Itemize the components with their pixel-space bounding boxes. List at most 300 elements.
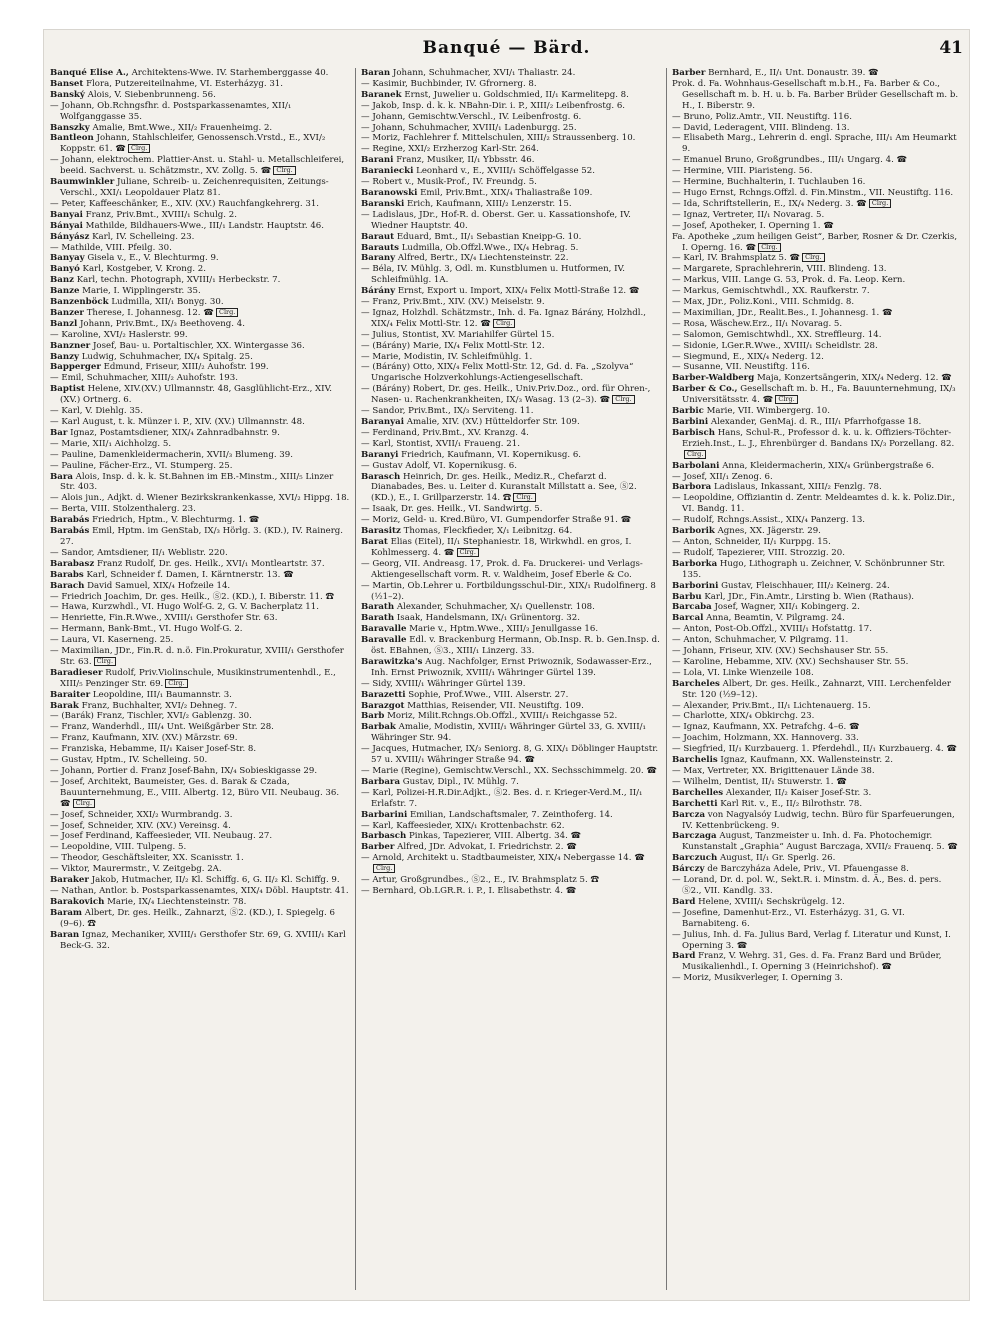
- entry-text: Erich, Kaufmann, XIII/₂ Lenzerstr. 15.: [406, 198, 572, 209]
- entry-text: von Nagyalsóy Ludwig, techn. Büro für Sparfeuerungen, IV. Kettenbrückeng. 9.: [682, 809, 955, 831]
- entry-headword: Bar: [50, 427, 68, 438]
- entry-text: — Sandor, Priv.Bmt., IX/₃ Serviteng. 11.: [361, 406, 534, 417]
- entry-text: — Josef, Schneider, XIV. (XV.) Vereinsg. 4.: [50, 820, 231, 831]
- entry-headword: Barber: [672, 68, 706, 78]
- entry-text: Amalie, Bmt.Wwe., XII/₂ Frauenheimg. 2.: [92, 122, 273, 133]
- entry-headword: Bard: [672, 896, 696, 907]
- directory-entry: [50, 907, 350, 930]
- clearing-badge: Clrg.: [457, 548, 479, 557]
- telephone-icon: ☎: [441, 547, 455, 558]
- directory-entry: [361, 68, 661, 79]
- entry-headword: Barborka: [672, 558, 718, 569]
- entry-text: Amalie, XIV. (XV.) Hütteldorfer Str. 109.: [406, 417, 580, 427]
- entry-text: Marie, VII. Wimbergerg. 10.: [706, 406, 830, 417]
- entry-headword: Banyó: [50, 264, 80, 275]
- entry-text: — Hermann, Bank-Bmt., VI. Hugo Wolf-G. 2.: [50, 624, 243, 635]
- entry-text: — Karl, Kaffeesieder, XIX/₁ Krottenbachstr. 62.: [361, 820, 565, 831]
- directory-entry: [361, 449, 661, 461]
- entry-text: — Julius, Stontist, XV. Mariahilfer Gürtel 15.: [361, 329, 555, 340]
- clearing-badge: Clrg.: [684, 450, 706, 459]
- entry-text: — Pauline, Damenkleidermacherin, XVII/₃ Blumeng. 39.: [50, 449, 293, 460]
- entry-text: — Lola, VI. Linke Wienzeile 108.: [672, 667, 814, 678]
- entry-text: — Anton, Post-Ob.Offzl., XVIII/₁ Hofstattg. 17.: [672, 624, 872, 635]
- entry-text: — Josef, Architekt, Baumeister, Ges. d. Barak & Czada, Bauunternehmung, E., VIII. Albertg. 12, Büro VII. Neubaug. 36.: [50, 776, 340, 798]
- directory-entry: [50, 449, 350, 461]
- entry-text: — Rosa, Wäschew.Erz., II/₁ Novarag. 5.: [672, 318, 843, 329]
- directory-entry: [672, 624, 963, 635]
- telephone-icon: ☎: [562, 885, 577, 896]
- entry-text: Emilian, Landschaftsmaler, 7. Zeinthoferg. 14.: [409, 809, 613, 820]
- entry-text: — Maximilian, JDr., Fin.R. d. n.ö. Fin.Prokuratur, XVIII/₁ Gersthofer Str. 63.: [50, 646, 344, 667]
- entry-text: — Lorand, Dr. d. pol. W., Sekt.R. i. Minstm. d. Ä., Bes. d. pers. Ⓢ2., VII. Kandlg. 33.: [672, 875, 942, 896]
- directory-entry: [50, 885, 350, 897]
- directory-entry: [50, 362, 350, 373]
- entry-headword: Barczaga: [672, 831, 717, 842]
- directory-entry: [361, 536, 661, 559]
- telephone-icon: ☎: [567, 831, 582, 842]
- directory-entry: [672, 373, 963, 384]
- entry-text: Franz, Priv.Bmt., XVIII/₁ Schulg. 2.: [85, 209, 237, 220]
- entry-text: Alexander, II/₂ Kaiser Josef-Str. 3.: [725, 787, 872, 798]
- directory-entry: [361, 177, 661, 188]
- entry-text: — Marie (Regine), Gemischtw.Verschl., XX. Sechsschimmelg. 20.: [361, 766, 644, 776]
- entry-headword: Baptist: [50, 384, 85, 395]
- directory-entry: [672, 406, 963, 417]
- entry-text: — (Bárány) Robert, Dr. ges. Heilk., Univ.Priv.Doz., ord. für Ohren-, Nasen- u. Rachenkrankheiten, IX/₃ Wasag. 13 (2–3).: [361, 384, 651, 406]
- directory-entry: [50, 504, 350, 515]
- entry-text: — Charlotte, XIX/₄ Obkirchg. 23.: [672, 711, 815, 722]
- entry-text: — Georg, VII. Andreasg. 17, Prok. d. Fa. Druckerei- und Verlags-Aktiengesellschaft vorm. R. v. Waldheim, Josef Eberle & Co.: [361, 558, 643, 580]
- entry-text: — Margarete, Sprachlehrerin, VIII. Blindeng. 13.: [672, 264, 887, 275]
- telephone-icon: ☎: [257, 166, 272, 177]
- clearing-badge: Clrg.: [94, 657, 116, 666]
- entry-text: — Johann, Schuhmacher, XVIII/₁ Ladenburgg. 25.: [361, 122, 577, 133]
- entry-headword: Bantleon: [50, 133, 94, 144]
- directory-entry: [50, 155, 350, 177]
- directory-entry: [672, 275, 963, 286]
- telephone-icon: ☎: [643, 766, 658, 776]
- entry-text: Franz, Buchhalter, XVI/₂ Dehneg. 7.: [81, 700, 238, 711]
- clearing-badge: Clrg.: [216, 308, 238, 317]
- directory-entry: [672, 635, 963, 646]
- directory-entry: [672, 733, 963, 744]
- clearing-badge: Clrg.: [802, 253, 824, 262]
- entry-text: — Gustav, Hptm., IV. Schelleing. 50.: [50, 755, 208, 766]
- directory-entry: [672, 166, 963, 177]
- directory-entry: [361, 460, 661, 472]
- entry-text: Architektens-Wwe. IV. Starhemberggasse 40.: [131, 68, 329, 78]
- entry-text: Johann, Schuhmacher, XVI/₁ Thaliastr. 24.: [392, 68, 576, 78]
- entry-text: Alexander, GenMaj. d. R., III/₁ Pfarrhofgasse 18.: [710, 417, 922, 427]
- directory-entry: [50, 853, 350, 864]
- entry-headword: Barabás: [50, 526, 90, 537]
- entry-text: Anna, Beamtin, V. Pilgramg. 24.: [706, 613, 845, 624]
- entry-headword: Bárczy: [672, 864, 705, 875]
- entry-headword: Barakovich: [50, 896, 105, 907]
- directory-entry: [361, 689, 661, 701]
- telephone-icon: ☎: [587, 875, 600, 886]
- entry-text: Gustav, Fleischhauer, III/₂ Keinerg. 24.: [721, 580, 890, 591]
- entry-text: Agnes, XX. Jägerstr. 29.: [717, 526, 821, 537]
- directory-entry: [361, 656, 661, 679]
- directory-entry: [50, 711, 350, 722]
- entry-headword: Baraut: [361, 231, 395, 242]
- entry-text: — Leopoldine, VIII. Tulpeng. 5.: [50, 842, 187, 853]
- telephone-icon: ☎: [60, 798, 71, 809]
- columns-container: [50, 68, 963, 1290]
- entry-headword: Barach: [50, 580, 85, 591]
- entry-text: — Ignaz, Holzhdl. Schätzmstr., Inh. d. Fa. Ignaz Bárány, Holzhdl., XIX/₄ Felix Mottl-Str. 12.: [361, 307, 647, 329]
- entry-headword: Barbara: [361, 776, 401, 787]
- telephone-icon: ☎: [944, 842, 958, 853]
- entry-text: Alois, V. Siebenbrunneng. 56.: [87, 89, 216, 100]
- directory-entry: [672, 177, 963, 188]
- directory-entry: [50, 373, 350, 384]
- directory-entry: [672, 329, 963, 341]
- directory-entry: [50, 100, 350, 123]
- directory-entry: [672, 384, 963, 406]
- entry-headword: Barauts: [361, 242, 399, 253]
- entry-text: — Sandor, Amtsdiener, II/₁ Weblistr. 220.: [50, 547, 228, 558]
- entry-text: — Johann, Portier d. Franz Josef-Bahn, IX/₄ Sobieskigasse 29.: [50, 766, 318, 776]
- directory-entry: [50, 307, 350, 319]
- entry-headword: Barabás: [50, 515, 90, 526]
- directory-entry: [672, 744, 963, 755]
- entry-headword: Barcaba: [672, 602, 712, 613]
- directory-entry: [672, 591, 963, 603]
- entry-text: Fa. Apotheke „zum heiligen Geist“, Barber, Rosner & Dr. Czerkis, I. Operng. 16.: [672, 231, 958, 253]
- entry-headword: Baranek: [361, 89, 402, 100]
- entry-text: Johann, Priv.Bmt., IX/₃ Beethoveng. 4.: [79, 318, 245, 329]
- entry-text: — Markus, VIII. Lange G. 53, Prok. d. Fa. Leop. Kern.: [672, 275, 906, 286]
- entry-text: Moriz, Milit.Rchngs.Ob.Offzl., XVIII/₁ Reichgasse 52.: [387, 711, 618, 722]
- directory-entry: [50, 896, 350, 908]
- telephone-icon: ☎: [938, 373, 952, 384]
- entry-text: — Josef Ferdinand, Kaffeesieder, VII. Neubaug. 27.: [50, 831, 273, 842]
- entry-headword: Banzenböck: [50, 297, 109, 308]
- directory-entry: [50, 220, 350, 232]
- directory-entry: [361, 417, 661, 428]
- entry-text: — Sidy, XVIII/₁ Währinger Gürtel 139.: [361, 678, 526, 689]
- entry-text: — Alexander, Priv.Bmt., II/₁ Lichtenauerg. 15.: [672, 700, 871, 711]
- directory-entry: [50, 558, 350, 570]
- entry-text: — Nathan, Antlor. b. Postsparkassenamtes, XIX/₄ Döbl. Hauptstr. 41.: [50, 885, 349, 896]
- entry-headword: Banzer: [50, 307, 84, 318]
- telephone-icon: ☎: [833, 776, 847, 787]
- clearing-badge: Clrg.: [869, 199, 891, 208]
- entry-text: Sophie, Prof.Wwe., VIII. Alserstr. 27.: [408, 689, 569, 700]
- entry-text: Mathilde, Bildhauers-Wwe., III/₁ Landstr. Hauptstr. 46.: [85, 220, 325, 231]
- directory-entry: [672, 209, 963, 221]
- entry-headword: Banset: [50, 78, 84, 89]
- directory-entry: [361, 875, 661, 886]
- entry-headword: Barcal: [672, 613, 704, 624]
- clearing-badge: Clrg.: [612, 395, 634, 404]
- directory-entry: [50, 122, 350, 134]
- entry-text: Gisela v., E., V. Blechturmg. 9.: [87, 253, 219, 264]
- entry-text: Hugo, Lithograph u. Zeichner, V. Schönbrunner Str. 135.: [682, 558, 946, 580]
- entry-text: — Johann, Friseur, XIV. (XV.) Sechshauser Str. 55.: [672, 646, 889, 657]
- entry-headword: Barabs: [50, 569, 84, 580]
- directory-entry: [50, 286, 350, 297]
- directory-entry: [672, 831, 963, 853]
- entry-text: Karl, IV. Schelleing. 23.: [92, 231, 195, 242]
- directory-entry: [50, 231, 350, 243]
- entry-headword: Barat: [361, 536, 388, 547]
- entry-text: — Leopoldine, Offiziantin d. Zentr. Meldeamtes d. k. k. Poliz.Dir., VI. Bandg. 11.: [672, 493, 956, 515]
- entry-headword: Barbic: [672, 406, 704, 417]
- entry-text: — Theodor, Geschäftsleiter, XX. Scanisstr. 1.: [50, 853, 244, 864]
- directory-entry: [361, 711, 661, 722]
- entry-headword: Baravalle: [361, 624, 407, 635]
- directory-entry: [672, 536, 963, 548]
- directory-entry: [672, 602, 963, 613]
- entry-text: — Béla, IV. Mühlg. 3, Odl. m. Kunstblumen u. Hutformen, IV. Schleifmühlg. 1A.: [361, 264, 625, 286]
- entry-text: — Susanne, VII. Neustiftg. 116.: [672, 362, 810, 373]
- entry-headword: Baumwinkler: [50, 177, 115, 188]
- directory-entry: [672, 929, 963, 952]
- telephone-icon: ☎: [246, 515, 260, 526]
- entry-headword: Barbasch: [361, 831, 407, 842]
- entry-text: — Johann, elektrochem. Plattier-Anst. u. Stahl- u. Metallschleiferei, beeid. Sachverst. u. Schätzmstr., XV. Zollg. 5.: [50, 155, 345, 177]
- entry-text: — Bruno, Poliz.Amtr., VII. Neustiftg. 116.: [672, 111, 852, 122]
- entry-text: Friedrich, Hptm., V. Blechturmg. 1.: [92, 515, 247, 526]
- directory-entry: [361, 307, 661, 330]
- entry-text: Johann, Stahlschleifer, Genossensch.Vrstd., E., XVI/₂ Koppstr. 61.: [60, 133, 326, 155]
- entry-text: Josef, Wagner, XII/₁ Kobingerg. 2.: [714, 602, 860, 613]
- telephone-icon: ☎: [759, 395, 774, 406]
- entry-text: Ignaz, Mechaniker, XVIII/₁ Gersthofer Str. 69, G. XVIII/₁ Karl Beck-G. 32.: [60, 929, 346, 951]
- entry-text: — Alois jun., Adjkt. d. Wiener Bezirkskrankenkasse, XVI/₂ Hippg. 18.: [50, 493, 350, 504]
- entry-text: — Hermine, VIII. Piaristeng. 56.: [672, 166, 813, 177]
- entry-text: — Laura, VI. Kaserneng. 25.: [50, 635, 174, 646]
- entry-headword: Barazetti: [361, 689, 406, 700]
- directory-entry: [50, 493, 350, 504]
- entry-headword: Bányai: [50, 220, 83, 231]
- directory-entry: [672, 482, 963, 493]
- entry-text: Jakob, Hutmacher, II/₂ Kl. Schiffg. 6, G. II/₂ Kl. Schiffg. 9.: [91, 875, 340, 886]
- entry-text: — Peter, Kaffeeschänker, E., XIV. (XV.) Rauchfangkehrerg. 31.: [50, 198, 320, 209]
- entry-text: — Martin, Ob.Lehrer u. Fortbildungsschul-Dir., XIX/₁ Rudolfinerg. 8 (½1–2).: [361, 580, 656, 602]
- telephone-icon: ☎: [200, 307, 214, 318]
- entry-text: — Siegmund, E., XIX/₄ Nederg. 12.: [672, 351, 824, 362]
- clearing-badge: Clrg.: [165, 679, 187, 688]
- directory-entry: [361, 722, 661, 744]
- directory-entry: [50, 275, 350, 286]
- directory-entry: [50, 766, 350, 777]
- entry-headword: Banqué Elise A.,: [50, 68, 129, 78]
- entry-text: Aug. Nachfolger, Ernst Priwoznik, Sodawasser-Erz., Inh. Ernst Priwoznik, XVIII/₁ Währinger Gürtel 139.: [371, 656, 652, 678]
- entry-headword: Banzl: [50, 318, 78, 329]
- entry-text: — Julius, Inh. d. Fa. Julius Bard, Verlag f. Literatur und Kunst, I. Operning 3.: [672, 929, 951, 951]
- directory-entry: [672, 646, 963, 657]
- directory-entry: [50, 209, 350, 221]
- directory-entry: [672, 297, 963, 308]
- directory-entry: [50, 744, 350, 755]
- directory-entry: [50, 722, 350, 733]
- directory-entry: [50, 667, 350, 690]
- entry-text: Leopoldine, III/₁ Baumannstr. 3.: [92, 689, 232, 700]
- entry-headword: Baranyai: [361, 417, 405, 427]
- entry-text: de Barczyháza Adele, Priv., VI. Pfauengasse 8.: [707, 864, 909, 875]
- directory-entry: [361, 122, 661, 134]
- entry-headword: Barber-Waldberg: [672, 373, 755, 384]
- directory-entry: [50, 515, 350, 526]
- entry-text: Ludwig, Schuhmacher, IX/₄ Spitalg. 25.: [81, 351, 253, 362]
- entry-text: — Hermine, Buchhalterin, I. Tuchlauben 16.: [672, 177, 866, 188]
- telephone-icon: ☎: [865, 68, 879, 78]
- telephone-icon: ☎: [820, 220, 834, 231]
- directory-entry: [361, 787, 661, 810]
- directory-entry: [361, 438, 661, 450]
- entry-text: Ludmilla, XII/₁ Bonyg. 30.: [111, 297, 224, 308]
- telephone-icon: ☎: [853, 198, 867, 209]
- telephone-icon: ☎: [596, 395, 611, 406]
- directory-entry: [672, 340, 963, 352]
- telephone-icon: ☎: [626, 286, 640, 297]
- entry-text: — Marie, Modistin, IV. Schleifmühlg. 1.: [361, 351, 533, 362]
- directory-entry: [361, 89, 661, 101]
- entry-headword: Baradieser: [50, 667, 103, 678]
- entry-text: Flora, Putzereiteilnahme, VI. Esterházyg. 31.: [86, 78, 283, 89]
- entry-text: Edl. v. Brackenburg Hermann, Ob.Insp. R. b. Gen.Insp. d. öst. EBahnen, Ⓢ3., XIII/₁ Linzerg. 33.: [371, 635, 660, 657]
- directory-entry: [672, 875, 963, 897]
- entry-text: Karl, Kostgeber, V. Krong. 2.: [82, 264, 207, 275]
- directory-entry: [361, 351, 661, 363]
- directory-entry: [672, 787, 963, 799]
- directory-entry: [672, 951, 963, 973]
- directory-entry: [672, 155, 963, 166]
- entry-headword: Barborik: [672, 526, 715, 537]
- entry-text: — Ignaz, Kaufmann, XX. Petrafchg. 4–6.: [672, 722, 847, 733]
- directory-entry: [361, 558, 661, 581]
- entry-text: Ernst, Export u. Import, XIX/₄ Felix Mottl-Straße 12.: [397, 286, 627, 297]
- entry-headword: Bara: [50, 471, 73, 482]
- entry-text: — Franziska, Hebamme, II/₁ Kaiser Josef-Str. 8.: [50, 744, 257, 755]
- entry-text: Prok. d. Fa. Wohnhaus-Gesellschaft m.b.H., Fa. Barber & Co., Gesellschaft m. b. H. u. b. Fa. Barber Brüder Gesellschaft m. b. H., I. Biberstr. 9.: [672, 78, 959, 111]
- directory-entry: [361, 471, 661, 505]
- directory-entry: [50, 253, 350, 264]
- directory-entry: [361, 831, 661, 842]
- entry-text: Hans, Schul-R., Professor d. k. u. k. Offiziers-Töchter-Erzieh.Inst., L. J., Ehrenbürger d. Bandans IX/₃ Porzellang. 82.: [682, 427, 955, 449]
- directory-entry: [672, 286, 963, 297]
- entry-headword: Bapperger: [50, 362, 101, 373]
- directory-entry: [50, 613, 350, 624]
- directory-entry: [50, 460, 350, 472]
- entry-text: Elias (Eitel), II/₁ Stephaniestr. 18, Wirkwhdl. en gros, I. Kohlmesserg. 4.: [371, 536, 632, 558]
- entry-text: Alois, Insp. d. k. k. St.Bahnen im EB.-Minstm., XIII/₅ Linzer Str. 403.: [60, 471, 334, 493]
- entry-text: Ladislaus, Inkassant, XIII/₂ Fenzlg. 78.: [713, 482, 882, 493]
- entry-text: Ignaz, Postamtsdiener, XIX/₄ Zahnradbahnstr. 9.: [70, 427, 280, 438]
- directory-entry: [361, 198, 661, 210]
- entry-text: — Franz, Kaufmann, XIV. (XV.) Märzstr. 69.: [50, 733, 238, 744]
- entry-text: — Josef, XII/₁ Zenog. 6.: [672, 471, 773, 482]
- column-rule: [355, 68, 356, 1290]
- entry-text: — Pauline, Fächer-Erz., VI. Stumperg. 25.: [50, 460, 233, 471]
- entry-text: Marie v., Hptm.Wwe., XIII/₃ Jenullgasse 16.: [409, 624, 599, 635]
- entry-headword: Barb: [361, 711, 385, 722]
- entry-text: Helene, XVIII/₁ Sechskrügelg. 12.: [698, 896, 845, 907]
- entry-text: — Anton, Schuhmacher, V. Pilgramg. 11.: [672, 635, 849, 646]
- entry-text: — (Bárány) Otto, XIX/₄ Felix Mottl-Str. 12, Gd. d. Fa. „Szolyva“ Ungarische Holzverkohlungs-Actiengesellschaft.: [361, 362, 634, 384]
- entry-text: — Isaak, Dr. ges. Heilk., VI. Sandwirtg. 5.: [361, 504, 543, 515]
- entry-headword: Barcheles: [672, 678, 720, 689]
- entry-text: — Berta, VIII. Stolzenthalerg. 23.: [50, 504, 196, 515]
- entry-headword: Bard: [672, 951, 696, 962]
- telephone-icon: ☎: [617, 515, 632, 526]
- directory-entry: [50, 68, 350, 79]
- entry-text: — Kasimir, Buchbinder, IV. Gfrornerg. 8.: [361, 78, 537, 89]
- entry-text: Amalie, Modistin, XVIII/₁ Währinger Gürtel 33, G. XVIII/₁ Währinger Str. 94.: [371, 722, 646, 744]
- entry-text: — Johann, Ob.Rchngsfhr. d. Postsparkassenamtes, XII/₁ Wolfganggasse 35.: [50, 100, 292, 122]
- directory-entry: [50, 471, 350, 494]
- entry-text: — Karl August, t. k. Münzer i. P., XIV. (XV.) Ullmannstr. 48.: [50, 417, 305, 427]
- directory-entry: [672, 471, 963, 483]
- entry-headword: Barczuch: [672, 853, 718, 864]
- directory-entry: [361, 286, 661, 297]
- entry-text: Heinrich, Dr. ges. Heilk., Mediz.R., Chefarzt d. Dianabades, Bes. u. Leiter d. Kuranstalt Millstatt a. See, Ⓢ2. (KD.), E., I. Grillparzerstr. 14.: [371, 471, 637, 504]
- entry-text: — Sidonie, LGer.R.Wwe., XVIII/₁ Scheidlstr. 28.: [672, 340, 878, 351]
- entry-headword: Barcza: [672, 809, 706, 820]
- entry-text: Albert, Dr. ges. Heilk., Zahnarzt, VIII. Lerchenfelder Str. 120 (½9–12).: [682, 678, 951, 700]
- directory-entry: [50, 929, 350, 952]
- directory-entry: [361, 842, 661, 853]
- entry-text: Gustav, Dipl., IV. Mühlg. 7.: [402, 776, 519, 787]
- directory-entry: [672, 711, 963, 722]
- entry-text: — Karoline, Hebamme, XIV. (XV.) Sechshauser Str. 55.: [672, 656, 909, 667]
- directory-entry: [361, 264, 661, 286]
- entry-text: — Salomon, Gemischtwhdl., XX. Streffleurg. 14.: [672, 329, 882, 340]
- directory-entry: [50, 384, 350, 406]
- entry-text: — Elisabeth Marg., Lehrerin d. engl. Sprache, III/₁ Am Heumarkt 9.: [672, 133, 957, 155]
- directory-entry: [361, 384, 661, 406]
- directory-entry: [50, 438, 350, 450]
- directory-entry: [361, 700, 661, 712]
- entry-text: — Franz, Wanderhdl., III/₄ Unt. Weißgärber Str. 28.: [50, 722, 274, 733]
- entry-text: — Josef, Schneider, XXI/₂ Wurmbrandg. 3.: [50, 809, 233, 820]
- entry-headword: Baravalle: [361, 635, 407, 646]
- entry-headword: Baran: [361, 68, 391, 78]
- telephone-icon: ☎: [846, 722, 860, 733]
- directory-entry: [361, 820, 661, 832]
- directory-entry: [361, 209, 661, 232]
- entry-text: Karl Rit. v., E., II/₂ Bilrothstr. 78.: [720, 798, 863, 809]
- directory-entry: [50, 297, 350, 308]
- directory-entry: [672, 755, 963, 766]
- entry-headword: Barchetti: [672, 798, 718, 809]
- directory-entry: [672, 318, 963, 330]
- entry-text: — Marie, XII/₁ Aichholzg. 5.: [50, 438, 172, 449]
- directory-entry: [672, 493, 963, 515]
- directory-entry: [672, 678, 963, 701]
- entry-text: — Artur, Großgrundbes., Ⓢ2., E., IV. Brahmsplatz 5.: [361, 875, 588, 886]
- entry-text: Josef, Bau- u. Portaltischler, XX. Wintergasse 36.: [92, 340, 305, 351]
- entry-headword: Barath: [361, 602, 395, 613]
- directory-entry: [361, 504, 661, 515]
- directory-entry: [361, 744, 661, 766]
- telephone-icon: ☎: [893, 155, 908, 166]
- directory-entry: [50, 842, 350, 853]
- entry-text: Emil, Priv.Bmt., XIX/₄ Thaliastraße 109.: [420, 187, 593, 198]
- directory-entry: [50, 547, 350, 559]
- entry-headword: Barabasz: [50, 558, 95, 569]
- directory-entry: [672, 78, 963, 112]
- entry-headword: Barbak: [361, 722, 396, 733]
- entry-text: — Mathilde, VIII. Pfeilg. 30.: [50, 242, 172, 253]
- entry-text: Juliane, Schreib- u. Zeichenrequisiten, Zeitungs-Verschl., XXI/₁ Leopoldauer Platz 81.: [60, 177, 329, 198]
- directory-entry: [361, 776, 661, 788]
- telephone-icon: ☎: [631, 853, 645, 864]
